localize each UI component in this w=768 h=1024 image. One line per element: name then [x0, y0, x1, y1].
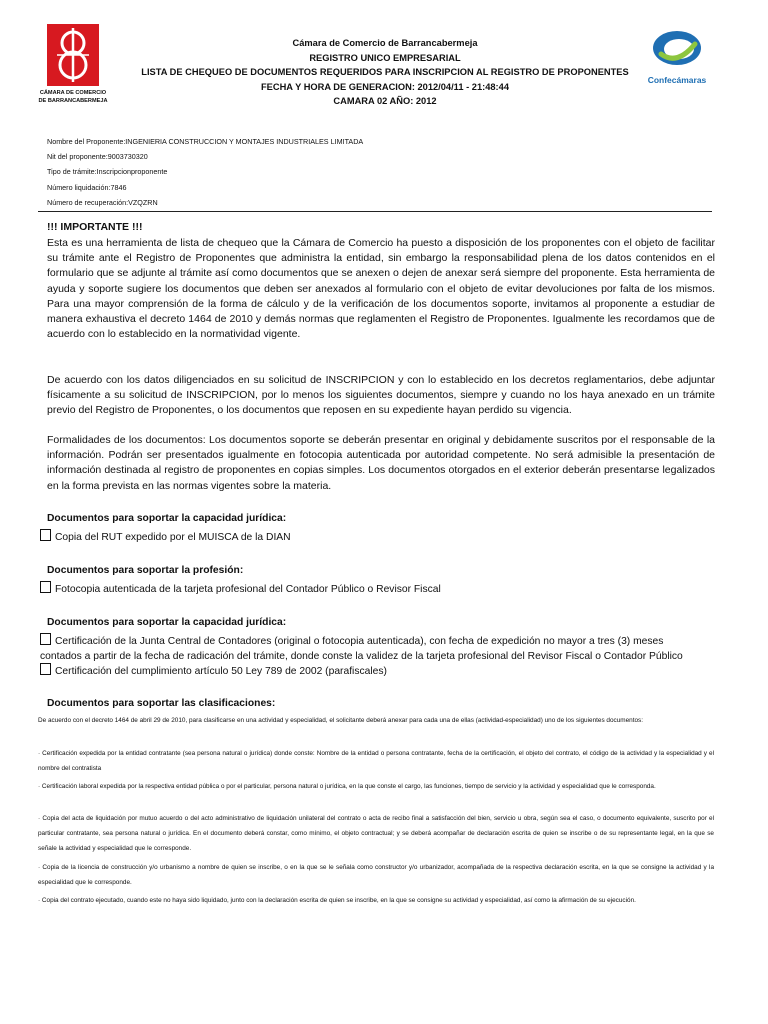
important-title: !!! IMPORTANTE !!!	[47, 221, 143, 233]
section-title-capacidad-juridica-2: Documentos para soportar la capacidad jurídica:	[47, 617, 287, 628]
checklist-item-junta-central	[40, 633, 708, 664]
header-camara-year: CAMARA 02 AÑO: 2012	[333, 96, 437, 106]
checkbox[interactable]	[40, 581, 51, 593]
checklist-item-tarjeta-profesional	[40, 581, 441, 597]
header-registry-name: REGISTRO UNICO EMPRESARIAL	[309, 52, 461, 63]
recovery-number: Número de recuperación:VZQZRN	[47, 197, 158, 207]
divider	[38, 211, 712, 212]
procedure-type: Tipo de trámite:Inscripcionproponente	[47, 167, 168, 177]
important-paragraph-3: Formalidades de los documentos: Los documentos soporte se deberán presentar en original y debidamente suscritos por el responsable de la información. Podrán ser presentados igualmente en fotocopia autenticada por autoridad competente. No será admisible la presentación de información destinada al registro de proponentes en copias simples. Los documentos otorgados en el exterior deberán presentarse legalizados en la forma prevista en las normas vigentes sobre la materia.	[47, 434, 715, 492]
checklist-item-rut	[40, 529, 291, 545]
logo-right-caption: Confecámaras	[647, 75, 707, 85]
proponent-name: Nombre del Proponente:INGENIERIA CONSTRUCCION Y MONTAJES INDUSTRIALES LIMITADA	[47, 137, 364, 146]
clasificaciones-item-3: · Copia del acta de liquidación por mutuo acuerdo o del acto administrativo de liquidación unilateral del contrato o acta de recibo final a satisfacción del bien, servicio u obra, según sea el caso, o documento equivalente, suscrito por el particular contratante, sea persona natural o jurídica. En el documento deberá constar, como mínimo, el objeto contractual; y se deberá acompañar de declaración escrita de quien se inscribe o de su representante legal, en la que se señale la actividad y especialidad que le corresponde.	[38, 815, 714, 852]
logo-left-caption-line2: DE BARRANCABERMEJA	[38, 98, 108, 104]
checklist-item-label: Copia del RUT expedido por el MUISCA de la DIAN	[55, 532, 291, 543]
checkbox[interactable]	[40, 633, 51, 645]
checklist-item-label: Fotocopia autenticada de la tarjeta profesional del Contador Público o Revisor Fiscal	[55, 584, 441, 595]
header-generation-date: FECHA Y HORA DE GENERACION: 2012/04/11 - 21:48:44	[260, 81, 509, 92]
header-document-title: LISTA DE CHEQUEO DE DOCUMENTOS REQUERIDOS PARA INSCRIPCION AL REGISTRO DE PROPONENTES	[141, 67, 629, 77]
confecamaras-logo	[640, 28, 714, 85]
clasificaciones-item-5: · Copia del contrato ejecutado, cuando este no haya sido liquidado, junto con la declaración escrita de quien se inscribe, en la que se consigne su actividad y especialidad, así como la afirmación de su ejecución.	[38, 897, 636, 904]
section-title-clasificaciones: Documentos para soportar las clasificaciones:	[47, 698, 276, 709]
checklist-item-label: Certificación de la Junta Central de Contadores (original o fotocopia autenticada), con fecha de expedición no mayor a tres (3) meses contados a partir de la fecha de radicación del trámite, donde conste la validez de la tarjeta profesional del Revisor Fiscal o Contador Público	[40, 636, 683, 662]
checklist-item-label: Certificación del cumplimiento artículo 50 Ley 789 de 2002 (parafiscales)	[55, 666, 387, 677]
checkbox[interactable]	[40, 529, 51, 541]
clasificaciones-item-4: · Copia de la licencia de construcción y/o urbanismo a nombre de quien se inscribe, o en la que se le señala como constructor y/o urbanizador, acompañada de la respectiva declaración escrita, en la que se consigne la actividad y la especialidad que le corresponde.	[38, 864, 714, 886]
camara-barrancabermeja-logo	[32, 24, 114, 105]
section-title-capacidad-juridica: Documentos para soportar la capacidad jurídica:	[47, 513, 287, 524]
header-chamber-name: Cámara de Comercio de Barrancabermeja	[292, 38, 478, 48]
proponent-info	[47, 134, 363, 210]
important-paragraph-1: Esta es una herramienta de lista de chequeo que la Cámara de Comercio ha puesto a disposición de los proponentes con el objeto de facilitar su trámite ante el Registro de Proponentes que administra la entidad, sin embargo la responsabilidad plena de los datos contenidos en el formulario que se adjunte al trámite así como documentos que se anexen o dejen de anexar será siempre del proponente. Esta herramienta de ayuda y soporte sugiere los documentos que deben ser anexados al formulario con el objeto de evitar devoluciones por falta de los mismos. Para una mayor comprensión de la forma de cálculo y de la verificación de los documentos soporte, invitamos al proponente a estudiar de manera exhaustiva el decreto 1464 de 2010 y demás normas que reglamenten el Registro de Proponentes. Igualmente les recordamos que de acuerdo con lo establecido en la normatividad vigente.	[47, 237, 715, 341]
camara-emblem-icon	[47, 24, 99, 86]
clasificaciones-intro: De acuerdo con el decreto 1464 de abril 29 de 2010, para clasificarse en una actividad y especialidad, el solicitante deberá anexar para cada una de ellas (actividad-especialidad) uno de los siguientes documentos:	[38, 717, 644, 724]
section-title-profesion: Documentos para soportar la profesión:	[47, 565, 244, 576]
proponent-nit: Nit del proponente:9003730320	[47, 152, 148, 162]
logo-left-caption-line1: CÁMARA DE COMERCIO	[39, 90, 107, 96]
checkbox[interactable]	[40, 663, 51, 675]
liquidation-number: Número liquidación:7846	[47, 182, 127, 192]
important-paragraph-2: De acuerdo con los datos diligenciados en su solicitud de INSCRIPCION y con lo establecido en los decretos reglamentarios, debe adjuntar físicamente a su solicitud de INSCRIPCION, por lo menos los siguientes documentos, siempre y cuando no los haya anexado en un trámite previo del Registro de Proponentes, o los documentos que reposen en su expediente hayan perdido su vigencia.	[47, 374, 715, 417]
confecamaras-swirl-icon	[651, 28, 703, 68]
logo-left-caption	[32, 89, 114, 105]
checklist-item-parafiscales	[40, 663, 387, 679]
clasificaciones-item-2: · Certificación laboral expedida por la respectiva entidad pública o por el particular, persona natural o jurídica, en la que conste el cargo, las funciones, tiempo de servicio y la actividad y especialidad que le corresponda.	[38, 783, 656, 790]
document-header	[130, 36, 640, 109]
clasificaciones-item-1: · Certificación expedida por la entidad contratante (sea persona natural o jurídica) donde conste: Nombre de la entidad o persona contratante, fecha de la certificación, el objeto del contrato, el código de la actividad y la especialidad y el nombre del contratista	[38, 750, 714, 772]
